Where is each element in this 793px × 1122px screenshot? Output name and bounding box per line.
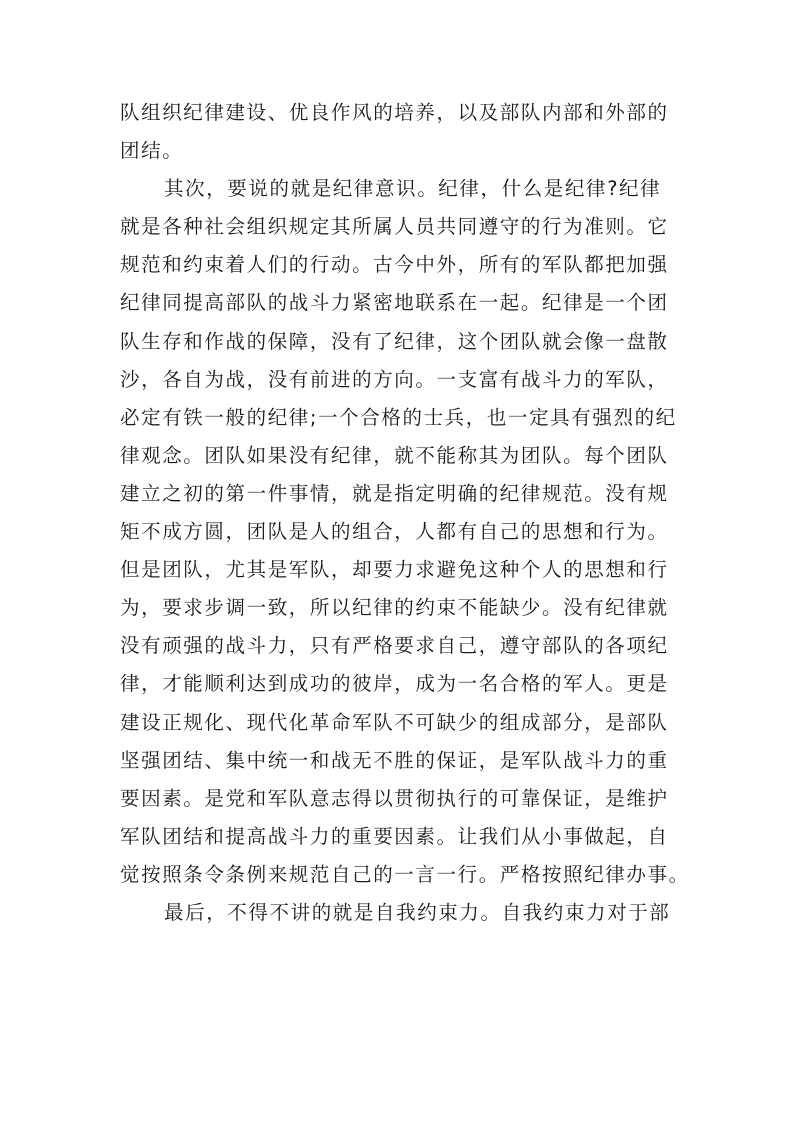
text-line: 团结。 xyxy=(120,139,184,163)
text-line: 坚强团结、集中统一和战无不胜的保证，是军队战斗力的重 xyxy=(120,748,669,772)
text-line: 要因素。是党和军队意志得以贯彻执行的可靠保证，是维护 xyxy=(120,786,669,810)
text-line: 觉按照条令条例来规范自己的一言一行。严格按照纪律办事。 xyxy=(120,862,690,886)
text-line: 律观念。团队如果没有纪律，就不能称其为团队。每个团队 xyxy=(120,443,669,467)
body-text xyxy=(120,94,690,932)
text-line: 纪律同提高部队的战斗力紧密地联系在一起。纪律是一个团 xyxy=(120,291,669,315)
text-line: 但是团队，尤其是军队，却要力求避免这种个人的思想和行 xyxy=(120,558,669,582)
paragraph-start-line: 最后，不得不讲的就是自我约束力。自我约束力对于部 xyxy=(164,900,671,924)
text-line: 军队团结和提高战斗力的重要因素。让我们从小事做起，自 xyxy=(120,824,669,848)
text-line: 没有顽强的战斗力，只有严格要求自己，遵守部队的各项纪 xyxy=(120,634,669,658)
text-line: 为，要求步调一致，所以纪律的约束不能缺少。没有纪律就 xyxy=(120,596,669,620)
paragraph-start-line: 其次，要说的就是纪律意识。纪律，什么是纪律?纪律 xyxy=(164,177,662,201)
text-line: 队组织纪律建设、优良作风的培养，以及部队内部和外部的 xyxy=(120,101,669,124)
text-line: 矩不成方圆，团队是人的组合，人都有自己的思想和行为。 xyxy=(120,520,669,544)
text-line: 律，才能顺利达到成功的彼岸，成为一名合格的军人。更是 xyxy=(120,672,669,696)
text-line: 就是各种社会组织规定其所属人员共同遵守的行为准则。它 xyxy=(120,215,669,239)
text-line: 沙，各自为战，没有前进的方向。一支富有战斗力的军队， xyxy=(120,367,669,391)
text-line: 队生存和作战的保障，没有了纪律，这个团队就会像一盘散 xyxy=(120,329,669,353)
text-line: 建立之初的第一件事情，就是指定明确的纪律规范。没有规 xyxy=(120,481,669,505)
text-line: 规范和约束着人们的行动。古今中外，所有的军队都把加强 xyxy=(120,253,669,277)
text-line: 必定有铁一般的纪律;一个合格的士兵，也一定具有强烈的纪 xyxy=(120,405,677,429)
text-line: 建设正规化、现代化革命军队不可缺少的组成部分，是部队 xyxy=(120,710,669,734)
